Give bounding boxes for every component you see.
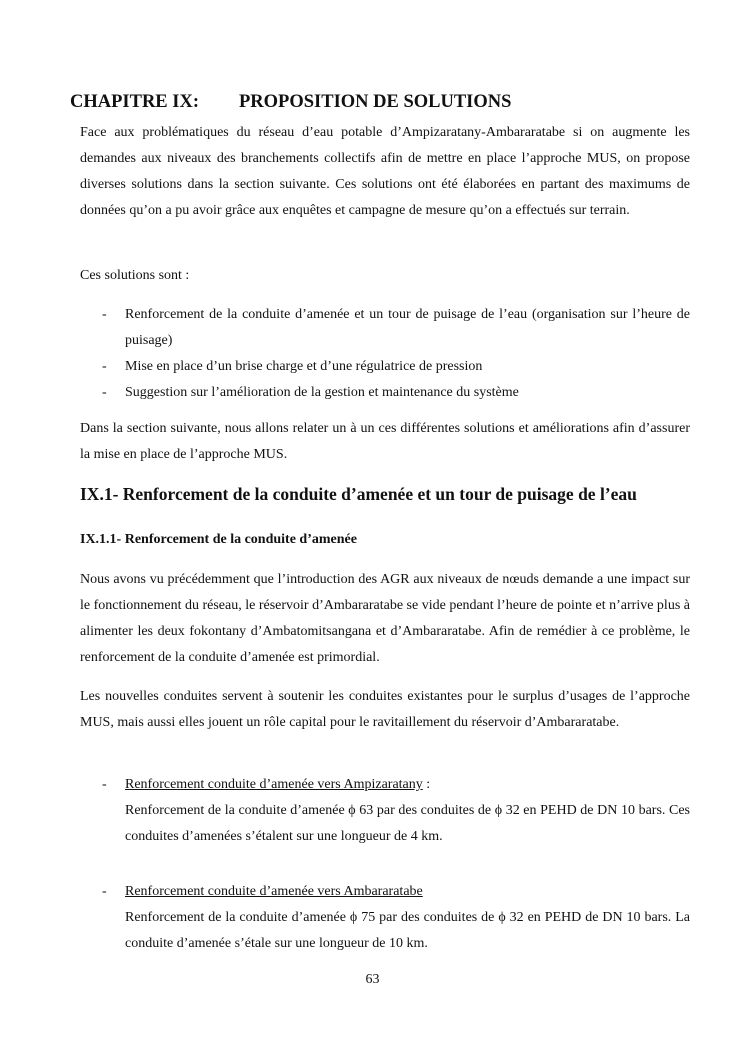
dash-marker: -	[102, 777, 107, 792]
list-item	[80, 879, 690, 957]
renforcement-list	[80, 772, 690, 850]
dash-marker: -	[102, 884, 107, 899]
section-heading: IX.1- Renforcement de la conduite d’amenée et un tour de puisage de l’eau	[80, 484, 637, 504]
item-heading: Renforcement conduite d’amenée vers Ampizaratany	[125, 777, 423, 792]
page-number: 63	[365, 972, 380, 987]
chapter-name: PROPOSITION DE SOLUTIONS	[239, 92, 512, 112]
solutions-intro: Ces solutions sont :	[80, 268, 190, 283]
list-item	[80, 302, 690, 354]
dash-marker: -	[102, 307, 107, 322]
list-item-text: Suggestion sur l’amélioration de la gestion et maintenance du système	[125, 385, 519, 400]
body-paragraph: Nous avons vu précédemment que l’introduction des AGR aux niveaux de nœuds demande a une impact sur le fonctionnement du réseau, le réservoir d’Ambararatabe se vide pendant l’heure de pointe et n’arrive plus à alimenter les deux fokontany d’Ambatomitsangana et d’Ambararatabe. Afin de remédier à ce problème, le renforcement de la conduite d’amenée est primordial.	[80, 572, 690, 665]
item-heading-suffix: :	[422, 777, 431, 792]
list-item	[80, 354, 690, 380]
renforcement-list-2	[80, 879, 690, 957]
list-item	[80, 380, 690, 406]
dash-marker: -	[102, 385, 107, 400]
list-item-text: Mise en place d’un brise charge et d’une régulatrice de pression	[125, 359, 483, 374]
intro-paragraph: Face aux problématiques du réseau d’eau potable d’Ampizaratany-Ambararatabe si on augmente les demandes aux niveaux des branchements collectifs afin de mettre en place l’approche MUS, on propose diverses solutions dans la section suivante. Ces solutions ont été élaborées en partant des maximums de données qu’on a pu avoir grâce aux enquêtes et campagne de mesure qu’on a effectués sur terrain.	[80, 125, 690, 218]
subsection-heading: IX.1.1- Renforcement de la conduite d’amenée	[80, 532, 357, 547]
chapter-title	[70, 92, 511, 113]
list-item	[80, 772, 690, 850]
solutions-list	[80, 302, 690, 406]
item-text: Renforcement de la conduite d’amenée ϕ 63 par des conduites de ϕ 32 en PEHD de DN 10 bars. Ces conduites d’amenées s’étalent sur une longueur de 4 km.	[125, 803, 690, 844]
section-intro-paragraph: Dans la section suivante, nous allons relater un à un ces différentes solutions et améliorations afin d’assurer la mise en place de l’approche MUS.	[80, 421, 690, 462]
chapter-number: CHAPITRE IX:	[70, 92, 199, 112]
list-item-text: Renforcement de la conduite d’amenée et un tour de puisage de l’eau (organisation sur l’heure de puisage)	[125, 307, 690, 348]
body-paragraph: Les nouvelles conduites servent à soutenir les conduites existantes pour le surplus d’usages de l’approche MUS, mais aussi elles jouent un rôle capital pour le ravitaillement du réservoir d’Ambararatabe.	[80, 689, 690, 730]
item-text: Renforcement de la conduite d’amenée ϕ 75 par des conduites de ϕ 32 en PEHD de DN 10 bars. La conduite d’amenée s’étale sur une longueur de 10 km.	[125, 910, 690, 951]
dash-marker: -	[102, 359, 107, 374]
item-heading: Renforcement conduite d’amenée vers Ambararatabe	[125, 884, 423, 899]
